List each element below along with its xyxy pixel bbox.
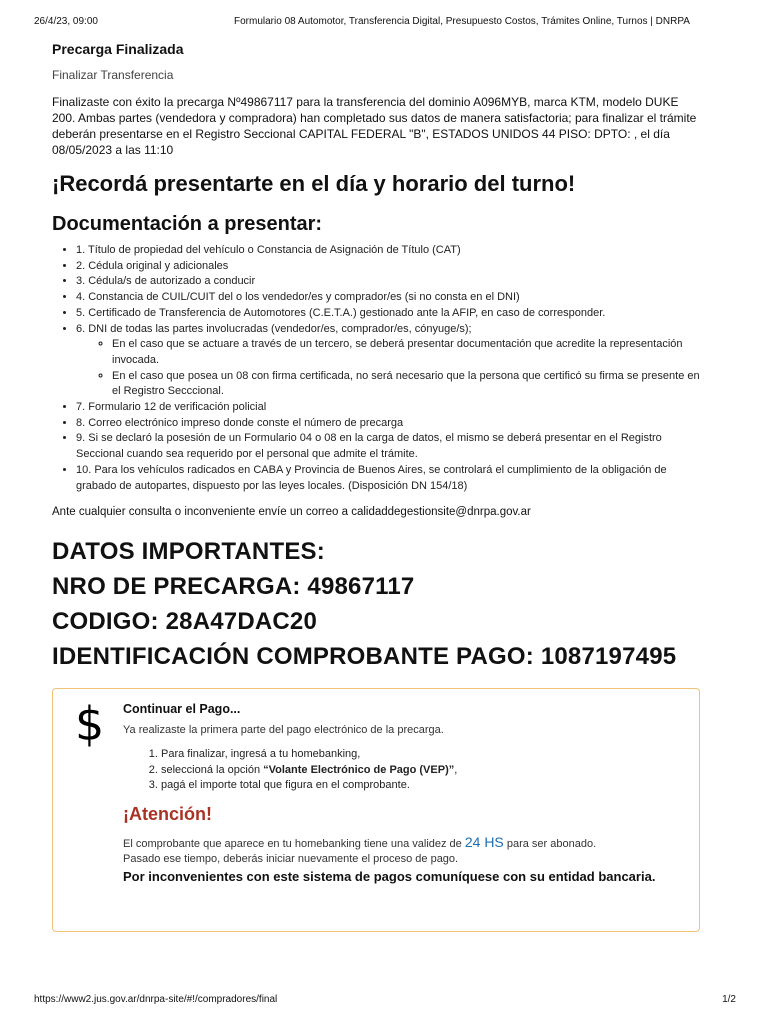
- page-subheading: Finalizar Transferencia: [52, 68, 174, 82]
- dollar-icon: $: [75, 697, 105, 751]
- document-item: • 7. Formulario 12 de verificación policial: [76, 400, 704, 416]
- print-page-number: 1/2: [722, 994, 736, 1005]
- document-item: • 3. Cédula/s de autorizado a conducir: [76, 274, 704, 290]
- print-url: https://www2.jus.gov.ar/dnrpa-site/#!/compradores/final: [34, 994, 278, 1005]
- documentation-title: Documentación a presentar:: [52, 213, 323, 235]
- payment-step: 3. pagá el importe total que figura en el comprobante.: [161, 778, 683, 794]
- expired-note: Pasado ese tiempo, deberás iniciar nuevamente el proceso de pago.: [123, 852, 459, 865]
- print-footer: [34, 994, 736, 1008]
- dni-subitem: ◦ En el caso que posea un 08 con firma certificada, no será necesario que la persona que certificó su firma se presente en el Registro Secccional.: [112, 369, 704, 400]
- validity-text: El comprobante que aparece en tu homebanking tiene una validez de: [123, 837, 465, 850]
- documents-list: [52, 243, 704, 494]
- bank-issues-note: Por inconvenientes con este sistema de pagos comuníquese con su entidad bancaria.: [123, 868, 656, 884]
- dni-sublist: [76, 337, 704, 400]
- payment-step-text: seleccioná la opción: [161, 763, 264, 776]
- validity-text: para ser abonado.: [503, 837, 597, 850]
- payment-step: [161, 763, 683, 779]
- document-item: • 5. Certificado de Transferencia de Automotores (C.E.T.A.) gestionado ante la AFIP, en caso de corresponder.: [76, 306, 704, 322]
- payment-step: 1. Para finalizar, ingresá a tu homebanking,: [161, 747, 683, 763]
- payment-step-text: ,: [454, 763, 458, 776]
- payment-receipt-id: IDENTIFICACIÓN COMPROBANTE PAGO: 1087197495: [52, 643, 677, 671]
- document-item: • 8. Correo electrónico impreso donde conste el número de precarga: [76, 416, 704, 432]
- payment-description: Ya realizaste la primera parte del pago electrónico de la precarga.: [123, 724, 444, 736]
- contact-note: Ante cualquier consulta o inconveniente envíe un correo a calidaddegestionsite@dnrpa.gov.ar: [52, 506, 531, 519]
- attention-heading: ¡Atención!: [123, 803, 212, 824]
- document-item-dni-label: 6. DNI de todas las partes involucradas (vendedor/es, comprador/es, cónyuge/s);: [76, 322, 472, 335]
- validity-note: [123, 835, 683, 867]
- document-item: • 9. Si se declaró la posesión de un Formulario 04 o 08 en la carga de datos, el mismo se deberá presentar en el Registro Seccional cuando sea requerido por el personal que admite el trámite.: [76, 431, 704, 462]
- document-item: • 10. Para los vehículos radicados en CABA y Provincia de Buenos Aires, se controlará el cumplimiento de la obligación de grabado de autopartes, dispuesto por las leyes locales. (Disposición DN 154/18): [76, 463, 704, 494]
- print-page-title: Formulario 08 Automotor, Transferencia Digital, Presupuesto Costos, Trámites Online, Turnos | DNRPA: [234, 16, 690, 27]
- document-item: • 1. Título de propiedad del vehículo o Constancia de Asignación de Título (CAT): [76, 243, 704, 259]
- page-heading: Precarga Finalizada: [52, 41, 184, 57]
- important-data-title: DATOS IMPORTANTES:: [52, 538, 325, 566]
- precarga-summary: Finalizaste con éxito la precarga Nº49867117 para la transferencia del dominio A096MYB, marca KTM, modelo DUKE 200. Ambas partes (vendedora y compradora) han completado sus datos de manera satisfactoria; para finalizar el trámite deberán presentarse en el Registro Seccional CAPITAL FEDERAL "B", ESTADOS UNIDOS 44 PISO: DPTO: , el día 08/05/2023 a las 11:10: [52, 95, 697, 157]
- precarga-code: CODIGO: 28A47DAC20: [52, 608, 318, 636]
- payment-title: Continuar el Pago...: [123, 702, 241, 716]
- precarga-number: NRO DE PRECARGA: 49867117: [52, 573, 415, 601]
- payment-steps: [123, 747, 683, 794]
- vep-option: “Volante Electrónico de Pago (VEP)”: [263, 763, 455, 776]
- dni-subitem: ◦ En el caso que se actuare a través de un tercero, se deberá presentar documentación que acredite la representación invocada.: [112, 337, 704, 368]
- document-item-dni: [76, 322, 704, 401]
- print-date: 26/4/23, 09:00: [34, 16, 98, 27]
- payment-panel: [52, 688, 700, 932]
- document-item: • 2. Cédula original y adicionales: [76, 259, 704, 275]
- document-item: • 4. Constancia de CUIL/CUIT del o los vendedor/es y comprador/es (si no consta en el DNI): [76, 290, 704, 306]
- validity-hours: 24 HS: [464, 833, 504, 850]
- print-header: [34, 16, 738, 30]
- main-content: [52, 40, 704, 674]
- payment-panel-body: [123, 701, 683, 886]
- turno-reminder: ¡Recordá presentarte en el día y horario del turno!: [52, 171, 576, 196]
